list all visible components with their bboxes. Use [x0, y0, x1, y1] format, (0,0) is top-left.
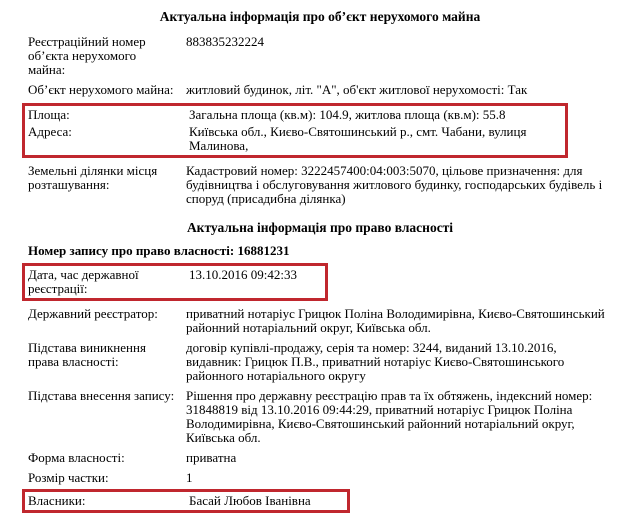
ownership-origin-label: Підстава виникнення права власності: [28, 340, 146, 369]
highlight-box-area-address [22, 103, 568, 158]
registration-datetime-label: Дата, час державної реєстрації: [28, 267, 139, 296]
land-parcels-value: Кадастровий номер: 3222457400:04:003:5070, цільове призначення: для будівництва і обслуговування житлового будинку, господарських будівель і споруд (присадибна ділянка) [186, 163, 603, 206]
registration-number-label: Реєстраційний номер об’єкта нерухомого майна: [28, 34, 146, 77]
row-registration-number [28, 35, 612, 77]
registrar-value: приватний нотаріус Грицюк Поліна Володимирівна, Києво-Святошинський районний нотаріальний округ, Київська обл. [186, 306, 605, 335]
highlight-box-owners [22, 489, 350, 513]
row-share-size [28, 471, 612, 485]
row-address [28, 125, 565, 153]
ownership-section-title: Актуальна інформація про право власності [186, 220, 454, 235]
ownership-form-label: Форма власності: [28, 450, 125, 465]
area-value: Загальна площа (кв.м): 104.9, житлова площа (кв.м): 55.8 [189, 107, 506, 122]
ownership-record-number: Номер запису про право власності: 16881231 [28, 243, 290, 258]
address-value: Київська обл., Києво-Святошинський р., смт. Чабани, вулиця Малинова, [189, 124, 527, 153]
row-owners [28, 494, 347, 508]
entry-basis-value: Рішення про державну реєстрацію прав та їх обтяжень, індексний номер: 31848819 від 13.10.2016 09:44:29, приватний нотаріус Грицюк Поліна Володимирівна, Києво-Святошинський районний нотаріальний округ, Київська обл. [186, 388, 593, 445]
registration-datetime-value: 13.10.2016 09:42:33 [189, 267, 297, 282]
row-registrar [28, 307, 612, 335]
owners-label: Власники: [28, 493, 86, 508]
area-label: Площа: [28, 107, 70, 122]
land-parcels-label: Земельні ділянки місця розташування: [28, 163, 158, 192]
row-ownership-form [28, 451, 612, 465]
registration-number-value: 883835232224 [186, 34, 264, 49]
row-object [28, 83, 612, 97]
ownership-origin-value: договір купівлі-продажу, серія та номер: 3244, виданий 13.10.2016, видавник: Грицюк П.В., приватний нотаріус Києво-Святошинського районного нотаріального округу [186, 340, 565, 383]
address-label: Адреса: [28, 124, 72, 139]
registrar-label: Державний реєстратор: [28, 306, 158, 321]
row-entry-basis [28, 389, 612, 445]
ownership-form-value: приватна [186, 450, 237, 465]
highlight-box-registration-datetime [22, 263, 328, 301]
object-section-title: Актуальна інформація про об’єкт нерухомого майна [159, 9, 481, 24]
share-size-value: 1 [186, 470, 193, 485]
row-land-parcels [28, 164, 612, 206]
row-area [28, 108, 565, 122]
entry-basis-label: Підстава внесення запису: [28, 388, 175, 403]
owners-value: Басай Любов Іванівна [189, 493, 311, 508]
object-value: житловий будинок, літ. "А", об'єкт житлової нерухомості: Так [186, 82, 528, 97]
row-registration-datetime [28, 268, 325, 296]
share-size-label: Розмір частки: [28, 470, 109, 485]
object-label: Об’єкт нерухомого майна: [28, 82, 174, 97]
row-ownership-origin [28, 341, 612, 383]
